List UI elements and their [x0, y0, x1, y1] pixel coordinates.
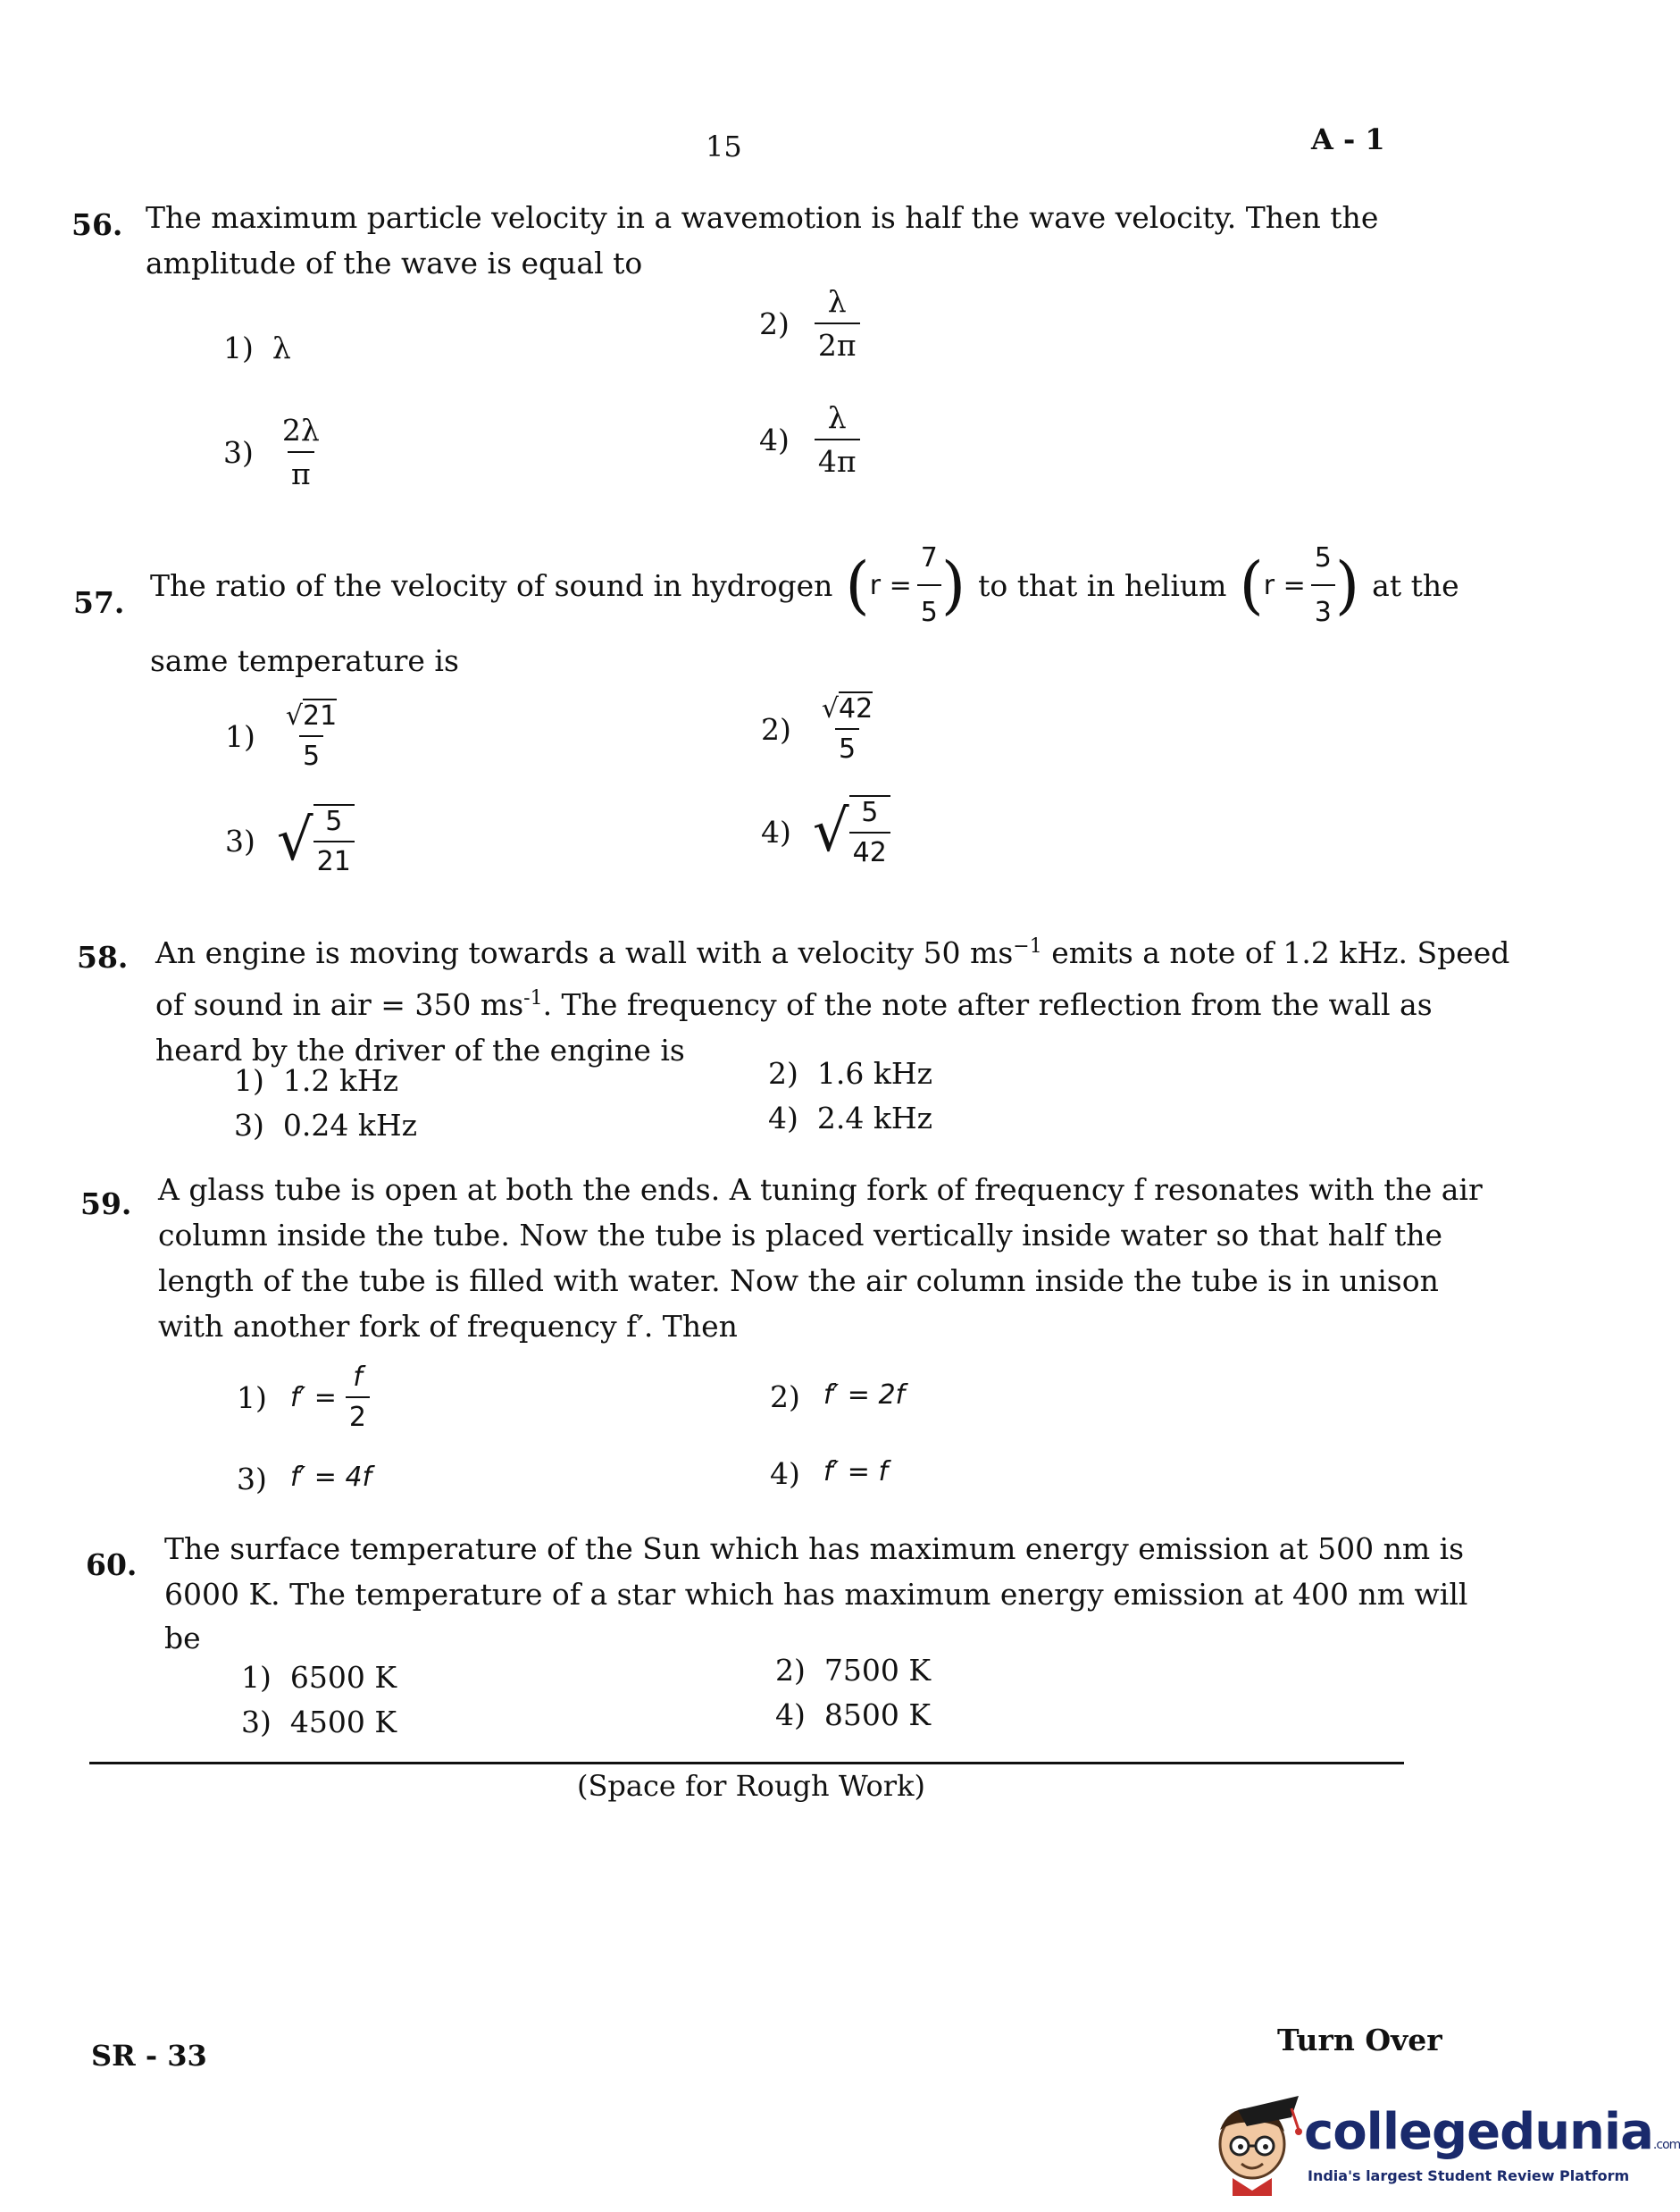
question-text: A glass tube is open at both the ends. A tuning fork of frequency f resonates with the air column inside the tube. Now the tube is placed vertically inside water so that half the length of the tube is filled with water. Now the air column inside the tube is in unison with another fork of frequency f′. Then: [158, 1172, 1483, 1344]
rough-work-label: (Space for Rough Work): [577, 1769, 925, 1803]
option-4: 4) f′ = f: [770, 1456, 889, 1491]
sqrt-sign: √: [276, 808, 313, 874]
option-1: 1) λ: [223, 331, 291, 365]
sqrt-sign: √: [821, 693, 839, 725]
question-text: An engine is moving towards a wall with a velocity 50 $ms^{-1}$ emits a note of 1.2 kHz. Speed of sound in air = 350 $ms^{-1}$. The frequency of the note after reflection from the wall as heard by the driver of the engine is: [155, 935, 1510, 1068]
gas-ratio-helium: ( r = $\frac{5}{3}$ ): [1239, 535, 1359, 635]
option-4: 4) 2.4 kHz: [768, 1101, 932, 1135]
question-text: The surface temperature of the Sun which has maximum energy emission at 500 nm is 6000 K. The temperature of a star which has maximum energy emission at 400 nm will be: [164, 1531, 1468, 1655]
question-number: 58.: [77, 940, 129, 975]
option-3: 3) f′ = 4f: [237, 1462, 372, 1496]
option-1: 1) $\frac{√21}{5}$: [225, 700, 338, 772]
option-2: 2) $\frac{\lambda}{2\pi}$: [759, 284, 860, 363]
turn-over-label: Turn Over: [1277, 2023, 1442, 2057]
page-number: 15: [706, 130, 742, 163]
option-3: 3) $\frac{2\lambda}{\pi}$: [223, 413, 320, 491]
brand-name: collegedunia.com: [1304, 2103, 1680, 2161]
question-number: 56.: [71, 207, 123, 242]
option-1: 1) 1.2 kHz: [234, 1063, 398, 1098]
option-2: 2) $\frac{√42}{5}$: [761, 693, 873, 765]
option-4: 4) $\frac{\lambda}{4\pi}$: [759, 400, 860, 479]
footer-code: SR - 33: [91, 2039, 207, 2073]
sqrt-sign: √: [285, 700, 303, 732]
mascot-icon: [1202, 2091, 1308, 2196]
sqrt-sign: √: [812, 799, 849, 865]
option-2: 2) 1.6 kHz: [768, 1056, 932, 1091]
option-4: 4) √ $\frac{5}{42}$: [761, 795, 890, 868]
option-2: 2) 7500 K: [775, 1653, 931, 1688]
divider-line: [89, 1762, 1404, 1764]
question-number: 59.: [80, 1186, 132, 1221]
option-1: 1) f′ = $\frac{f}{2}$: [237, 1362, 370, 1433]
option-1: 1) 6500 K: [241, 1660, 397, 1695]
option-3: 3) 4500 K: [241, 1705, 397, 1739]
gas-ratio-hydrogen: ( r = $\frac{7}{5}$ ): [845, 535, 965, 635]
question-text: The maximum particle velocity in a wavemotion is half the wave velocity. Then the amplitude of the wave is equal to: [146, 200, 1379, 281]
option-3: 3) 0.24 kHz: [234, 1108, 417, 1143]
question-text-cont: same temperature is: [150, 643, 459, 678]
question-text: The ratio of the velocity of sound in hydrogen ( r = $\frac{7}{5}$ ) to that in helium ( r = $\frac{5}{3}$ ) at the: [150, 536, 1459, 634]
paper-code: A - 1: [1311, 122, 1385, 156]
question-number: 60.: [86, 1547, 138, 1582]
brand-tagline: India's largest Student Review Platform: [1308, 2167, 1630, 2184]
collegedunia-watermark: [1202, 2091, 1680, 2198]
option-4: 4) 8500 K: [775, 1697, 931, 1732]
option-2: 2) f′ = 2f: [770, 1379, 906, 1414]
option-3: 3) √ $\frac{5}{21}$: [225, 804, 355, 877]
question-number: 57.: [73, 585, 125, 620]
